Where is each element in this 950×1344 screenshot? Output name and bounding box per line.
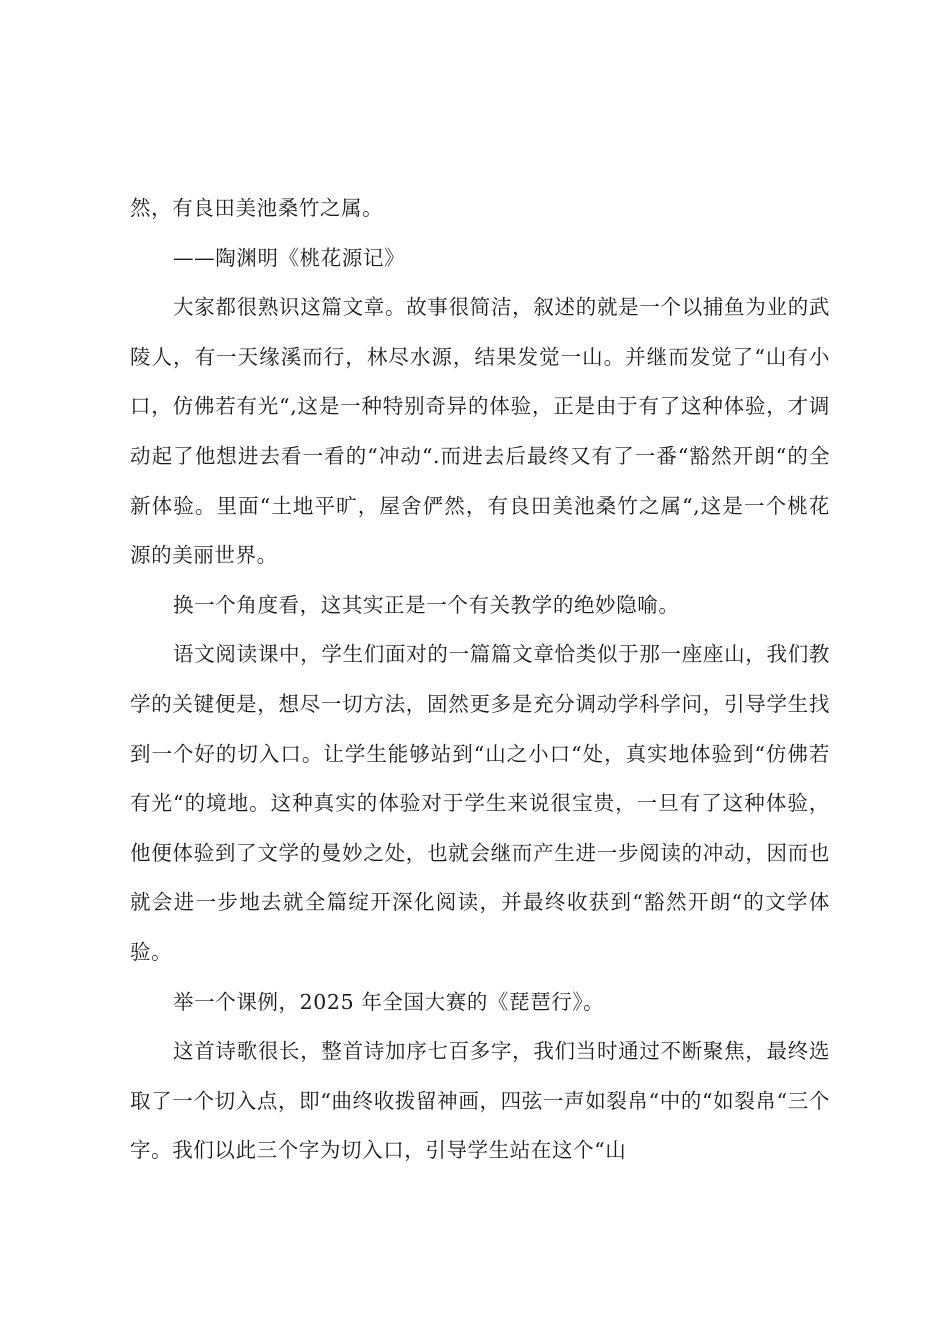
paragraph-example-detail: 这首诗歌很长，整首诗加序七百多字，我们当时通过不断聚焦，最终选取了一个切入点，即“曲终收拨留神画，四弦一声如裂帛“中的“如裂帛“三个字。我们以此三个字为切入口，引导学生站在这个“山 [130, 1039, 830, 1163]
paragraph-story-summary: 大家都很熟识这篇文章。故事很简洁，叙述的就是一个以捕鱼为业的武陵人，有一天缘溪而行，林尽水源，结果发觉一山。并继而发觉了“山有小口，仿佛若有光“,这是一种特别奇异的体验，正是由于有了这种体验，才调动起了他想进去看一看的“冲动“.而进去后最终又有了一番“豁然开朗“的全新体验。里面“土地平旷，屋舍俨然，有良田美池桑竹之属“,这是一个桃花源的美丽世界。 [130, 295, 830, 568]
paragraph-continuation: 然，有良田美池桑竹之属。 [130, 196, 384, 220]
paragraph-example-intro: 举一个课例，2025 年全国大赛的《琵琶行》。 [173, 989, 605, 1014]
paragraph-metaphor: 换一个角度看，这其实正是一个有关教学的绝妙隐喻。 [173, 592, 680, 617]
paragraph-teaching: 语文阅读课中，学生们面对的一篇篇文章恰类似于那一座座山，我们教学的关键便是，想尽一切方法，固然更多是充分调动学科学问，引导学生找到一个好的切入口。让学生能够站到“山之小口“处，真实地体验到“仿佛若有光“的境地。这种真实的体验对于学生来说很宝贵，一旦有了这种体验，他便体验到了文学的曼妙之处，也就会继而产生进一步阅读的冲动，因而也就会进一步地去就全篇绽开深化阅读，并最终收获到“豁然开朗“的文学体验。 [130, 642, 830, 964]
document-page [130, 184, 830, 1176]
paragraph-attribution: ——陶渊明《桃花源记》 [173, 245, 406, 270]
